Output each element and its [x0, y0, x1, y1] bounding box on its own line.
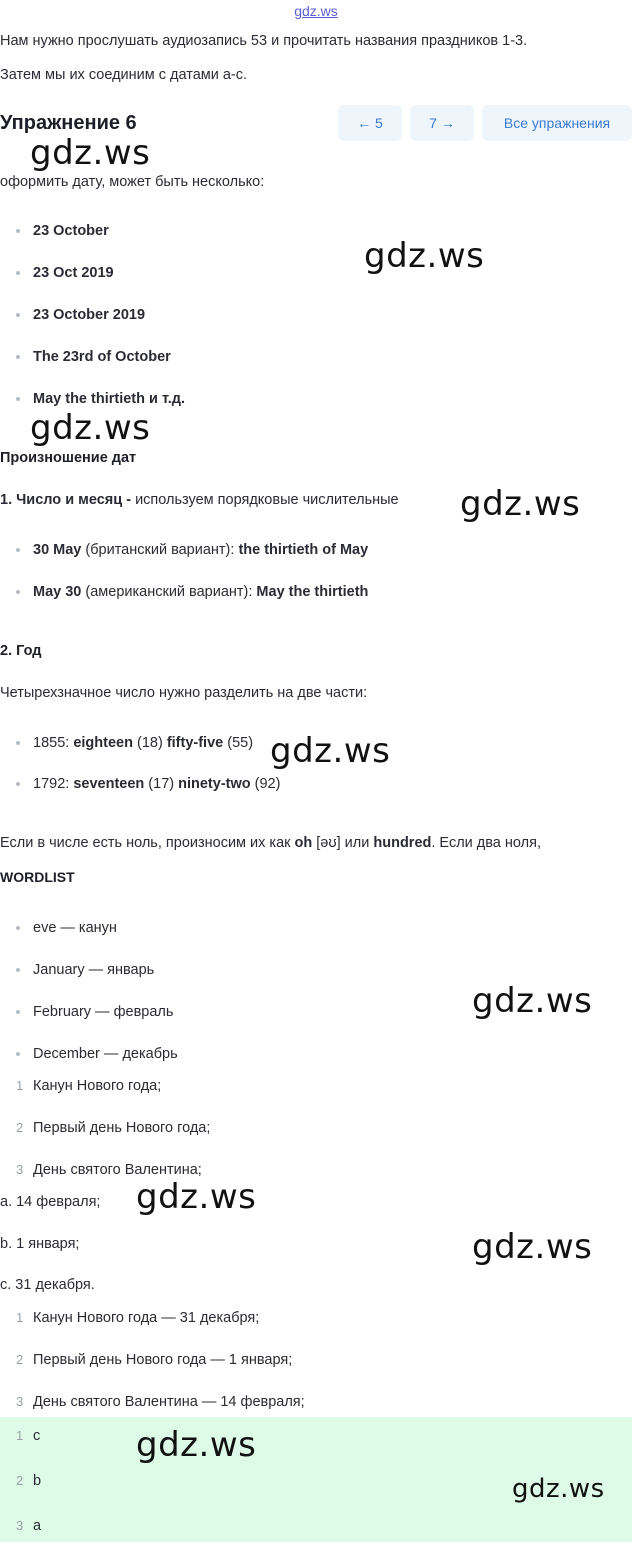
watermark: gdz.ws — [460, 484, 581, 524]
bullet-icon — [16, 229, 20, 233]
bullet-icon — [16, 1052, 20, 1056]
watermark: gdz.ws — [472, 981, 593, 1021]
watermark: gdz.ws — [136, 1425, 257, 1465]
holiday-item: 1 Канун Нового года; — [16, 1078, 162, 1094]
list-item: February — февраль — [16, 1004, 173, 1020]
watermark: gdz.ws — [136, 1177, 257, 1217]
date-option-b: b. 1 января; — [0, 1236, 80, 1252]
match-item: 1 Канун Нового года — 31 декабря; — [16, 1310, 260, 1326]
site-link-top[interactable]: gdz.ws — [294, 3, 338, 19]
watermark: gdz.ws — [472, 1227, 593, 1267]
list-item: The 23rd of October — [16, 349, 171, 365]
exercise-title: Упражнение 6 — [0, 112, 137, 134]
list-item: December — декабрь — [16, 1046, 178, 1062]
watermark: gdz.ws — [512, 1474, 605, 1504]
date-option-a: a. 14 февраля; — [0, 1194, 101, 1210]
list-item: 1792: seventeen (17) ninety-two (92) — [16, 776, 280, 792]
list-item: 23 October 2019 — [16, 307, 145, 323]
answer-item: 3 a — [16, 1518, 42, 1534]
bullet-icon — [16, 926, 20, 930]
zero-rule-text: Если в числе есть ноль, произносим их как oh [əʊ] или hundred. Если два ноля, — [0, 835, 541, 851]
wordlist-heading: WORDLIST — [0, 869, 75, 885]
holiday-item: 2 Первый день Нового года; — [16, 1120, 211, 1136]
bullet-icon — [16, 313, 20, 317]
year-rule-text: Четырехзначное число нужно разделить на две части: — [0, 685, 368, 701]
year-rule-heading: 2. Год — [0, 643, 42, 659]
bullet-icon — [16, 1010, 20, 1014]
prev-exercise-button[interactable]: ← 5 — [338, 105, 402, 141]
match-item: 2 Первый день Нового года — 1 января; — [16, 1352, 293, 1368]
next-exercise-button[interactable]: 7 → — [410, 105, 474, 141]
list-item: 30 May (британский вариант): the thirtieth of May — [16, 542, 368, 558]
list-item: May the thirtieth и т.д. — [16, 391, 185, 407]
bullet-icon — [16, 397, 20, 401]
bullet-icon — [16, 548, 20, 552]
list-item: eve — канун — [16, 920, 117, 936]
date-option-c: c. 31 декабря. — [0, 1277, 95, 1293]
intro-line-2: Затем мы их соединим с датами a-c. — [0, 67, 248, 83]
bullet-icon — [16, 590, 20, 594]
list-item: 23 Oct 2019 — [16, 265, 114, 281]
intro-line-1: Нам нужно прослушать аудиозапись 53 и прочитать названия праздников 1-3. — [0, 33, 528, 49]
day-month-rule: 1. Число и месяц - используем порядковые числительные — [0, 492, 399, 508]
bullet-icon — [16, 271, 20, 275]
list-item: May 30 (американский вариант): May the thirtieth — [16, 584, 368, 600]
bullet-icon — [16, 782, 20, 786]
bullet-icon — [16, 968, 20, 972]
watermark: gdz.ws — [30, 133, 151, 173]
list-item: January — январь — [16, 962, 154, 978]
match-item: 3 День святого Валентина — 14 февраля; — [16, 1394, 305, 1410]
date-formats-intro: оформить дату, может быть несколько: — [0, 174, 265, 190]
list-item: 23 October — [16, 223, 109, 239]
list-item: 1855: eighteen (18) fifty-five (55) — [16, 735, 253, 751]
pronunciation-heading: Произношение дат — [0, 450, 137, 466]
bullet-icon — [16, 741, 20, 745]
bullet-icon — [16, 355, 20, 359]
watermark: gdz.ws — [270, 731, 391, 771]
all-exercises-button[interactable]: Все упражнения — [482, 105, 632, 141]
holiday-item: 3 День святого Валентина; — [16, 1162, 202, 1178]
answer-item: 2 b — [16, 1473, 42, 1489]
watermark: gdz.ws — [30, 408, 151, 448]
answer-item: 1 c — [16, 1428, 41, 1444]
watermark: gdz.ws — [364, 236, 485, 276]
